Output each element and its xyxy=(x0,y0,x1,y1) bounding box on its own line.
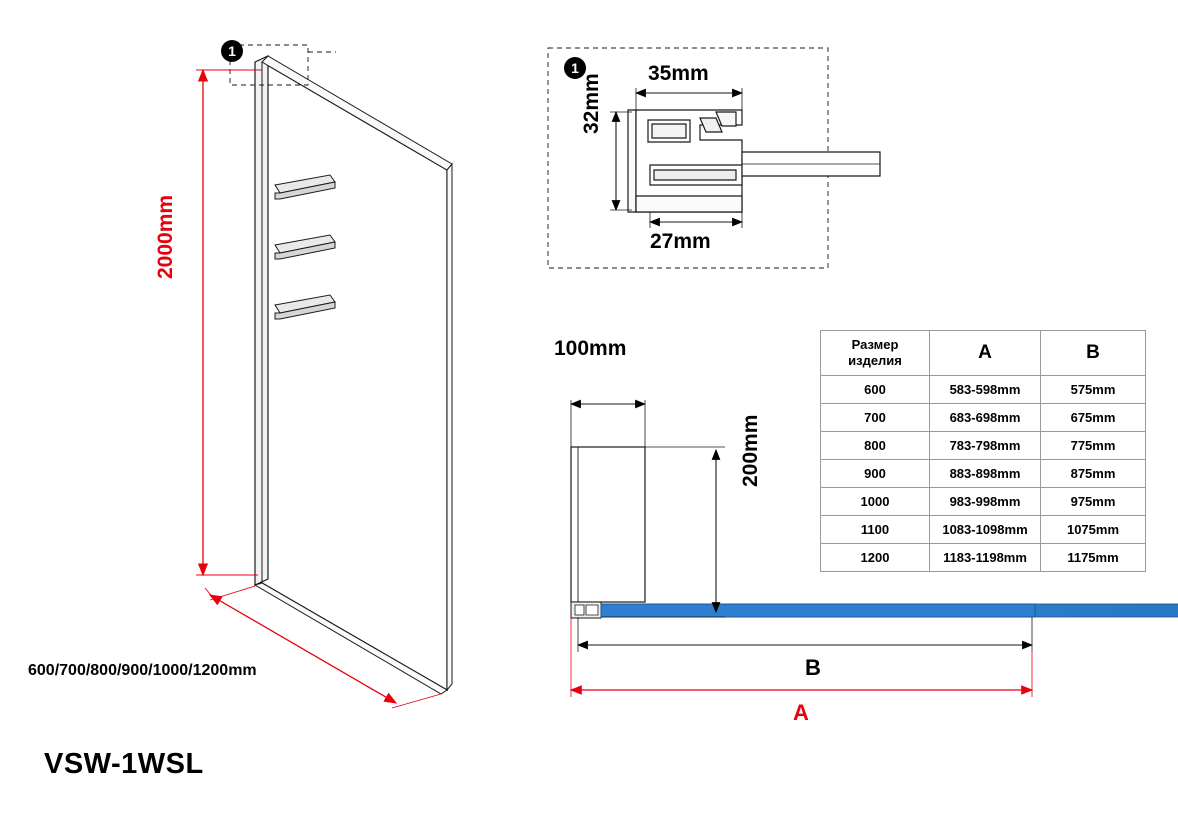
cell-a: 783-798mm xyxy=(930,432,1041,460)
dimension-label-b: B xyxy=(805,655,821,680)
cell-size: 700 xyxy=(821,404,930,432)
callout-marker-2: 1 xyxy=(564,57,586,79)
callout-marker-1: 1 xyxy=(221,40,243,62)
front-panel-view xyxy=(230,45,452,694)
dimension-label-a: A xyxy=(793,700,809,725)
header-size-line1: Размер xyxy=(851,336,899,352)
cell-b: 975mm xyxy=(1041,488,1146,516)
dimension-label-100mm: 100mm xyxy=(554,337,627,360)
table-header-row xyxy=(821,331,1146,376)
header-cell-a: A xyxy=(930,331,1041,376)
size-table xyxy=(820,330,1146,572)
cell-a: 883-898mm xyxy=(930,460,1041,488)
cell-size: 1100 xyxy=(821,516,930,544)
cell-a: 1083-1098mm xyxy=(930,516,1041,544)
table-row xyxy=(821,376,1146,404)
cell-a: 983-998mm xyxy=(930,488,1041,516)
cell-size: 1000 xyxy=(821,488,930,516)
cell-b: 875mm xyxy=(1041,460,1146,488)
dimension-label-27mm: 27mm xyxy=(650,230,711,253)
header-cell-size xyxy=(821,331,930,376)
cell-size: 900 xyxy=(821,460,930,488)
cell-b: 575mm xyxy=(1041,376,1146,404)
cell-a: 583-598mm xyxy=(930,376,1041,404)
dimension-label-width-options: 600/700/800/900/1000/1200mm xyxy=(28,662,257,679)
header-size-line2: изделия xyxy=(848,353,902,368)
cell-b: 675mm xyxy=(1041,404,1146,432)
cell-size: 800 xyxy=(821,432,930,460)
cell-b: 1075mm xyxy=(1041,516,1146,544)
table-row xyxy=(821,544,1146,572)
dimension-label-32mm: 32mm xyxy=(580,73,603,134)
header-cell-b: B xyxy=(1041,331,1146,376)
table-row xyxy=(821,404,1146,432)
cell-size: 600 xyxy=(821,376,930,404)
cell-a: 683-698mm xyxy=(930,404,1041,432)
cell-size: 1200 xyxy=(821,544,930,572)
dimension-label-200mm: 200mm xyxy=(739,414,762,487)
table-row xyxy=(821,432,1146,460)
cell-b: 1175mm xyxy=(1041,544,1146,572)
table-row xyxy=(821,460,1146,488)
table-row xyxy=(821,516,1146,544)
dimension-label-35mm: 35mm xyxy=(648,62,709,85)
dimension-label-height: 2000mm xyxy=(154,194,177,279)
dimension-height-2000 xyxy=(196,70,262,575)
model-code-label: VSW-1WSL xyxy=(44,748,204,780)
cell-b: 775mm xyxy=(1041,432,1146,460)
table-row xyxy=(821,488,1146,516)
cell-a: 1183-1198mm xyxy=(930,544,1041,572)
